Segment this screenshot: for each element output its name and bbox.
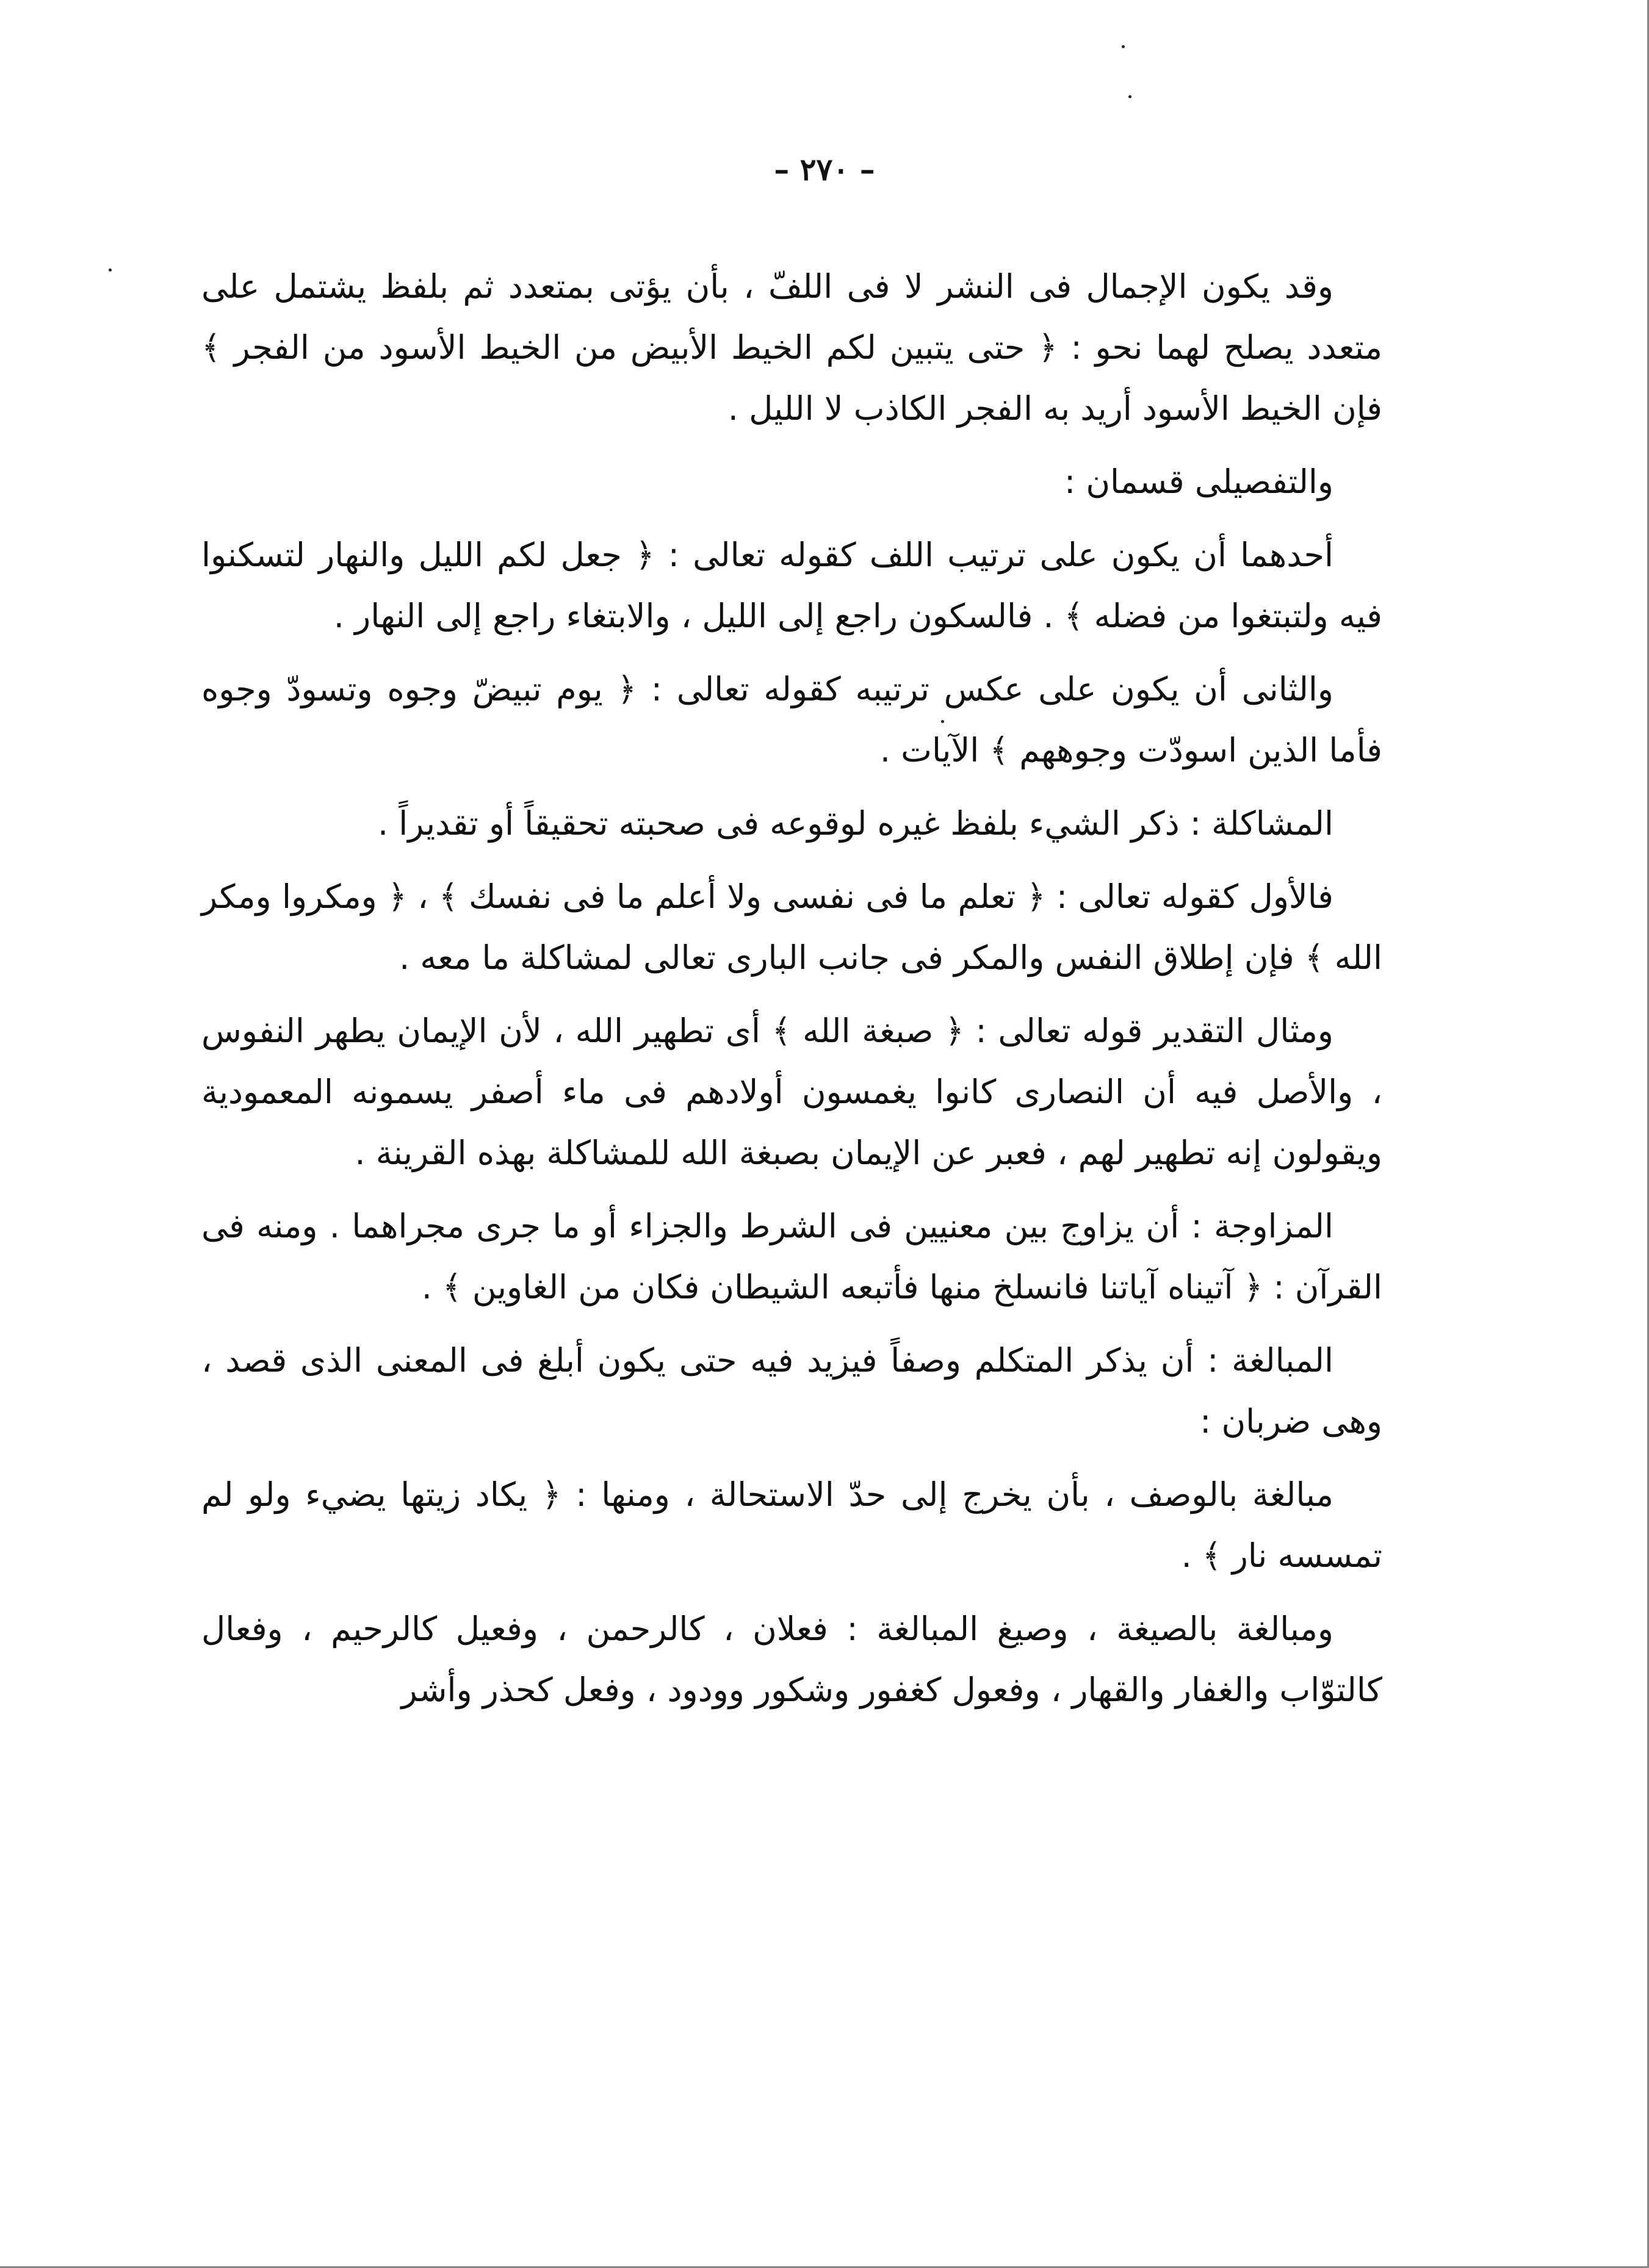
page-number: – ٢٧٠ – [774, 151, 875, 187]
paragraph: مبالغة بالوصف ، بأن يخرج إلى حدّ الاستحالة ، ومنها : ﴿ يكاد زيتها يضيء ولو لم تمسسه نار ﴾ . [201, 1475, 1382, 1575]
paragraph: وقد يكون الإجمال فى النشر لا فى اللفّ ، بأن يؤتى بمتعدد ثم بلفظ يشتمل على متعدد يصلح لهما نحو : ﴿ حتى يتبين لكم الخيط الأبيض من الخيط الأسود من الفجر ﴾ فإن الخيط الأسود أريد به الفجر الكاذب لا الليل . [201, 267, 1382, 428]
paragraph: المزاوجة : أن يزاوج بين معنيين فى الشرط والجزاء أو ما جرى مجراهما . ومنه فى القرآن : ﴿ آتيناه آياتنا فانسلخ منها فأتبعه الشيطان فكان من الغاوين ﴾ . [201, 1207, 1382, 1306]
paragraph: والتفصيلى قسمان : [1064, 463, 1333, 501]
paragraph: المشاكلة : ذكر الشيء بلفظ غيره لوقوعه فى صحبته تحقيقاً أو تقديراً . [377, 804, 1333, 843]
body-text [201, 256, 1382, 1733]
scan-speck [109, 268, 112, 272]
paragraph: ومبالغة بالصيغة ، وصيغ المبالغة : فعلان ، كالرحمن ، وفعيل كالرحيم ، وفعال كالتوّاب والغفار والقهار ، وفعول كغفور وشكور وودود ، وفعل كحذر وأشر [201, 1610, 1382, 1709]
paragraph: ومثال التقدير قوله تعالى : ﴿ صبغة الله ﴾ أى تطهير الله ، لأن الإيمان يطهر النفوس ، والأصل فيه أن النصارى كانوا يغمسون أولادهم فى ماء أصفر يسمونه المعمودية ويقولون إنه تطهير لهم ، فعبر عن الإيمان بصبغة الله للمشاكلة بهذه القرينة . [201, 1012, 1382, 1172]
paragraph: أحدهما أن يكون على ترتيب اللف كقوله تعالى : ﴿ جعل لكم الليل والنهار لتسكنوا فيه ولتبتغوا من فضله ﴾ . فالسكون راجع إلى الليل ، والابتغاء راجع إلى النهار . [201, 536, 1382, 635]
scan-speck [1122, 45, 1125, 48]
paragraph: والثانى أن يكون على عكس ترتيبه كقوله تعالى : ﴿ يوم تبيضّ وجوه وتسودّ وجوه فأما الذين اسودّت وجوههم ﴾ الآيات . [201, 670, 1382, 769]
paragraph: المبالغة : أن يذكر المتكلم وصفاً فيزيد فيه حتى يكون أبلغ فى المعنى الذى قصد ، وهى ضربان : [201, 1341, 1382, 1441]
paragraph: فالأول كقوله تعالى : ﴿ تعلم ما فى نفسى ولا أعلم ما فى نفسك ﴾ ، ﴿ ومكروا ومكر الله ﴾ فإن إطلاق النفس والمكر فى جانب البارى تعالى لمشاكلة ما معه . [201, 877, 1382, 977]
scan-speck [1128, 95, 1131, 98]
